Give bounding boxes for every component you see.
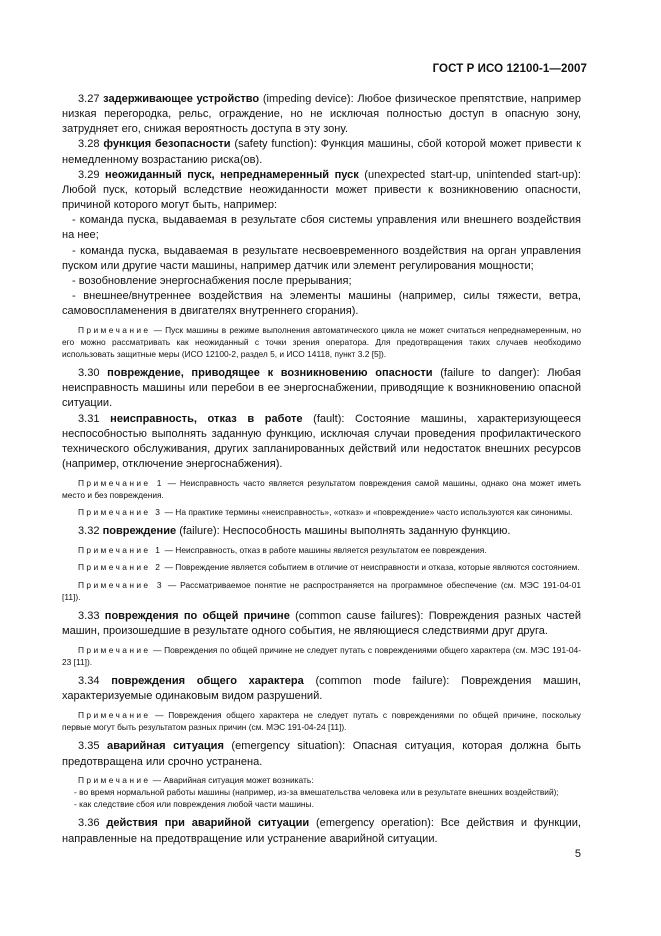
term-3-30: 3.30 повреждение, приводящее к возникновению опасности (failure to danger): Любая неисправность машины или перебои в ее энергоснабжении, приводящие к возникновению опасной ситуации. — [62, 367, 581, 410]
list-item: - внешнее/внутреннее воздействия на элементы машины (например, силы тяжести, ветра, самовоспламенения в двигателях внутреннего сгорания). — [62, 290, 581, 318]
note-3-32-3: Примечание 3 — Рассматриваемое понятие не распространяется на программное обеспечение (см. МЭС 191-04-01 [11]). — [62, 579, 582, 602]
term-3-35: 3.35 аварийная ситуация (emergency situation): Опасная ситуация, которая должна быть предотвращена или срочно устранена. — [62, 740, 581, 768]
term-3-28: 3.28 функция безопасности (safety function): Функция машины, сбой которой может привести к немедленному возрастанию риска(ов). — [62, 138, 581, 166]
list-item: - команда пуска, выдаваемая в результате сбоя системы управления или внешнего воздействия на нее; — [62, 214, 581, 242]
note-3-33: Примечание — Повреждения по общей причине не следует путать с повреждениями общего характера (см. МЭС 191-04-23 [11]). — [62, 644, 581, 667]
page-number: 5 — [574, 848, 581, 860]
note-list-item: - во время нормальной работы машины (например, из-за вмешательства человека или в результате внешних воздействий); — [74, 787, 559, 798]
note-3-35: Примечание — Аварийная ситуация может возникать: — [78, 775, 314, 786]
note-3-32-2: Примечание 2 — Повреждение является событием в отличие от неисправности и отказа, которые являются состоянием. — [78, 562, 580, 573]
term-3-36: 3.36 действия при аварийной ситуации (emergency operation): Все действия и функции, направленные на предотвращение или устранение аварийной ситуации. — [62, 817, 581, 845]
note-3-29: Примечание — Пуск машины в режиме выполнения автоматического цикла не может считаться непреднамеренным, но его можно рассматривать как неожиданный с точки зрения оператора. Для предотвращения таких случаев необходимо использовать защитные меры (ИСО 12100-2, раздел 5, и ИСО 14118, пункт 3.2 [5]). — [62, 324, 581, 359]
note-3-31-3: Примечание 3 — На практике термины «неисправность», «отказ» и «повреждение» часто используются как синонимы. — [78, 506, 573, 517]
term-3-29: 3.29 неожиданный пуск, непреднамеренный пуск (unexpected start-up, unintended start-up): Любой пуск, который вследствие неожиданности может привести к возникновению опасности, причиной которого могут быть, например: — [62, 168, 581, 212]
page-content — [62, 92, 581, 847]
term-3-27: 3.27 задерживающее устройство (impeding device): Любое физическое препятствие, например низкая перегородка, рельс, ограждение, но не исключая полностью доступ в опасную зону, затрудняет его, снижая вероятность доступа в эту зону. — [62, 93, 581, 136]
note-3-31-1: Примечание 1 — Неисправность часто является результатом повреждения самой машины, однако она может иметь место и без повреждения. — [62, 477, 582, 500]
note-3-32-1: Примечание 1 — Неисправность, отказ в работе машины является результатом ее повреждения. — [78, 545, 487, 556]
term-3-34: 3.34 повреждения общего характера (common mode failure): Повреждения машин, характеризуемые одинаковым видом разрушений. — [62, 675, 581, 703]
note-list-item: - как следствие сбоя или повреждения любой части машины. — [74, 799, 314, 810]
term-3-31: 3.31 неисправность, отказ в работе (fault): Состояние машины, характеризующееся неспособностью выполнять заданную функцию, исключая случаи проведения профилактического технического обслуживания, других запланированных действий или недостаток внешних ресурсов (например, отключение энергоснабжения). — [62, 412, 581, 470]
document-header: ГОСТ Р ИСО 12100-1—2007 — [432, 63, 587, 75]
note-3-34: Примечание — Повреждения общего характера не следует путать с повреждениями по общей причине, поскольку первые могут быть результатом разных причин (см. МЭС 191-04-24 [11]). — [62, 710, 581, 732]
list-item: - команда пуска, выдаваемая в результате несвоевременного воздействия на орган управления пуском или другие части машины, например датчик или элемент регулирования мощности; — [62, 244, 581, 272]
term-3-33: 3.33 повреждения по общей причине (common cause failures): Повреждения разных частей машин, произошедшие в результате одного события, не являющиеся следствиями друг друга. — [62, 610, 581, 638]
list-item: - возобновление энергоснабжения после прерывания; — [72, 274, 352, 287]
term-3-32: 3.32 повреждение (failure): Неспособность машины выполнять заданную функцию. — [78, 525, 511, 538]
